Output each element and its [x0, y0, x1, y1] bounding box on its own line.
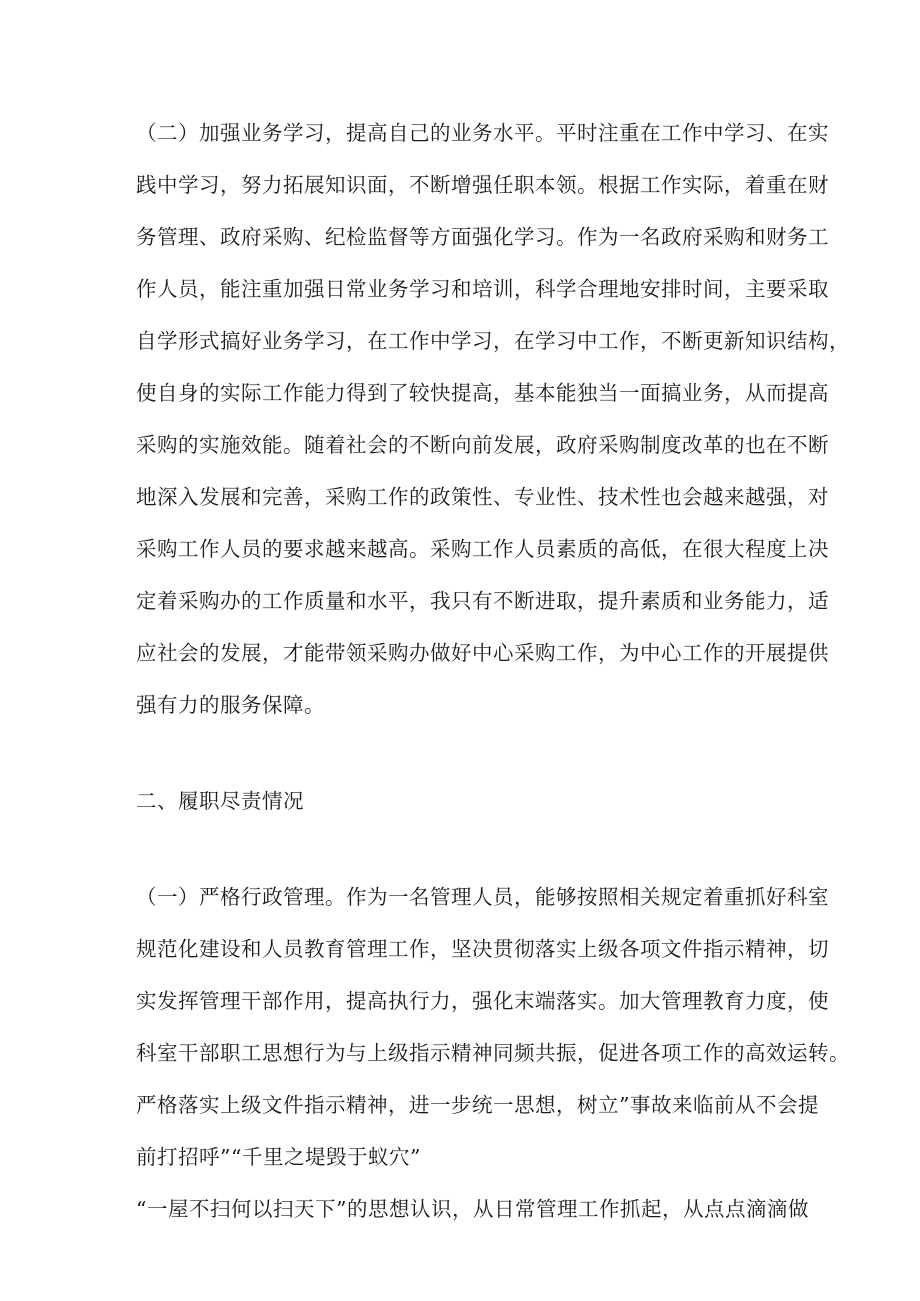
paragraph-line: 采购工作人员的要求越来越高。采购工作人员素质的高低，在很大程度上决	[136, 537, 829, 561]
paragraph-line: 科室干部职工思想行为与上级指示精神同频共振，促进各项工作的高效运转。	[136, 1041, 850, 1065]
paragraph-line: 严格落实上级文件指示精神，进一步统一思想，树立”事故来临前从不会提	[136, 1093, 819, 1117]
section-heading: 二、履职尽责情况	[136, 789, 304, 813]
paragraph-line: 前打招呼”“千里之堤毁于蚁穴”	[136, 1145, 421, 1169]
paragraph-line: 地深入发展和完善，采购工作的政策性、专业性、技术性也会越来越强，对	[136, 485, 829, 509]
paragraph-line: 应社会的发展，才能带领采购办做好中心采购工作，为中心工作的开展提供	[136, 641, 829, 665]
paragraph-line: 强有力的服务保障。	[136, 693, 325, 717]
paragraph-line: （二）加强业务学习，提高自己的业务水平。平时注重在工作中学习、在实	[136, 121, 829, 145]
paragraph-line: 践中学习，努力拓展知识面，不断增强任职本领。根据工作实际，着重在财	[136, 173, 829, 197]
paragraph-line: 定着采购办的工作质量和水平，我只有不断进取，提升素质和业务能力，适	[136, 589, 829, 613]
paragraph-line: 自学形式搞好业务学习，在工作中学习，在学习中工作，不断更新知识结构，	[136, 329, 850, 353]
paragraph-line: 规范化建设和人员教育管理工作，坚决贯彻落实上级各项文件指示精神，切	[136, 937, 829, 961]
paragraph-line: 务管理、政府采购、纪检监督等方面强化学习。作为一名政府采购和财务工	[136, 225, 829, 249]
paragraph-line: 作人员，能注重加强日常业务学习和培训，科学合理地安排时间，主要采取	[136, 277, 829, 301]
paragraph-line: 实发挥管理干部作用，提高执行力，强化末端落实。加大管理教育力度，使	[136, 989, 829, 1013]
paragraph-line: 采购的实施效能。随着社会的不断向前发展，政府采购制度改革的也在不断	[136, 433, 829, 457]
paragraph-line: （一）严格行政管理。作为一名管理人员，能够按照相关规定着重抓好科室	[136, 885, 829, 909]
paragraph-line: 使自身的实际工作能力得到了较快提高，基本能独当一面搞业务，从而提高	[136, 381, 829, 405]
paragraph-line: “一屋不扫何以扫天下”的思想认识，从日常管理工作抓起，从点点滴滴做	[136, 1197, 809, 1221]
